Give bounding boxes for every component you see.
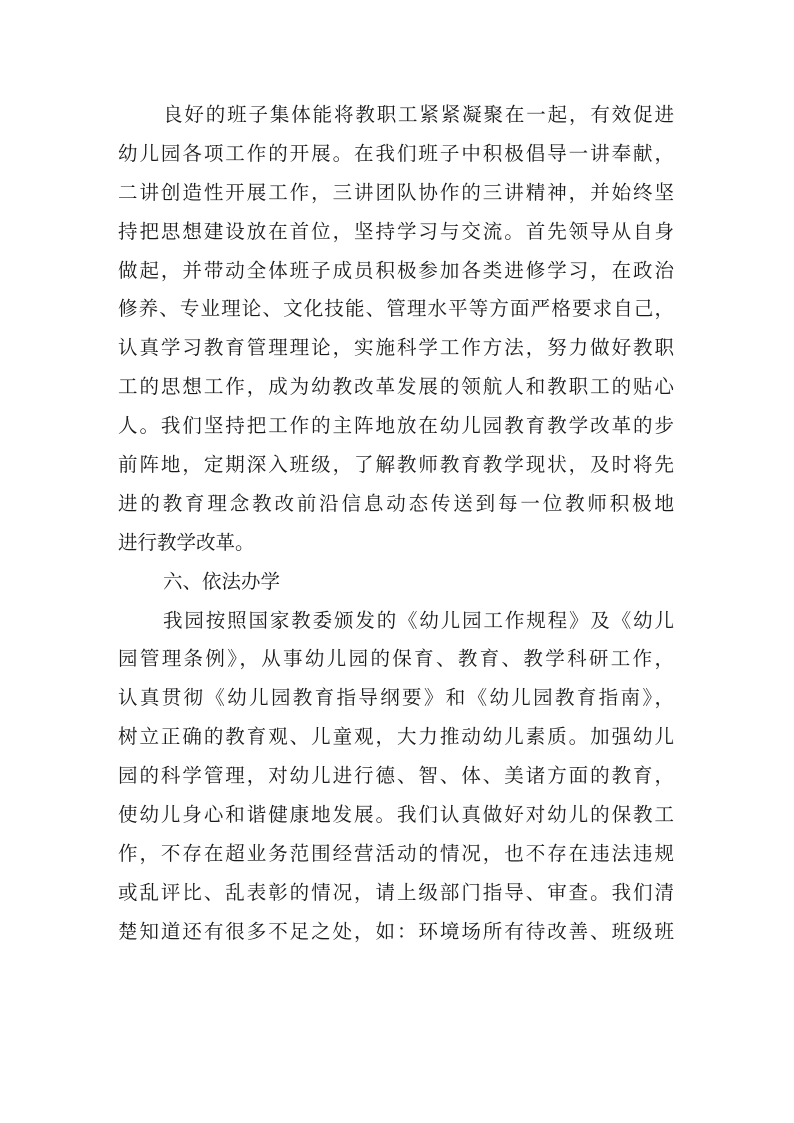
paragraph-line: 树立正确的教育观、儿童观，大力推动幼儿素质。加强幼儿: [118, 725, 674, 749]
paragraph-line: 或乱评比、乱表彰的情况，请上级部门指导、审查。我们清: [118, 880, 674, 904]
paragraph-line: 修养、专业理论、文化技能、管理水平等方面严格要求自己，: [118, 297, 674, 321]
paragraph-line: 良好的班子集体能将教职工紧紧凝聚在一起，有效促进: [163, 103, 674, 126]
paragraph-line: 认真学习教育管理理论，实施科学工作方法，努力做好教职: [118, 336, 674, 360]
paragraph-line: 园的科学管理，对幼儿进行德、智、体、美诸方面的教育，: [118, 764, 674, 788]
section-heading: 六、依法办学: [163, 569, 281, 593]
paragraph-line: 楚知道还有很多不足之处，如：环境场所有待改善、班级班: [118, 919, 674, 943]
paragraph-line: 进行教学改革。: [118, 530, 255, 554]
paragraph-line: 我园按照国家教委颁发的《幼儿园工作规程》及《幼儿: [163, 608, 674, 632]
paragraph-line: 持把思想建设放在首位，坚持学习与交流。首先领导从自身: [118, 219, 674, 243]
paragraph-line: 园管理条例》，从事幼儿园的保育、教育、教学科研工作，: [118, 647, 674, 671]
paragraph-line: 工的思想工作，成为幼教改革发展的领航人和教职工的贴心: [118, 375, 674, 399]
paragraph-line: 进的教育理念教改前沿信息动态传送到每一位教师积极地: [118, 491, 674, 515]
paragraph-line: 做起，并带动全体班子成员积极参加各类进修学习，在政治: [118, 258, 674, 282]
paragraph-line: 幼儿园各项工作的开展。在我们班子中积极倡导一讲奉献，: [118, 141, 674, 165]
paragraph-line: 二讲创造性开展工作，三讲团队协作的三讲精神，并始终坚: [118, 180, 674, 204]
paragraph-line: 使幼儿身心和谐健康地发展。我们认真做好对幼儿的保教工: [118, 803, 674, 827]
paragraph-line: 人。我们坚持把工作的主阵地放在幼儿园教育教学改革的步: [118, 414, 674, 438]
paragraph-line: 认真贯彻《幼儿园教育指导纲要》和《幼儿园教育指南》，: [118, 686, 674, 710]
paragraph-line: 作，不存在超业务范围经营活动的情况，也不存在违法违规: [118, 841, 674, 865]
paragraph-line: 前阵地，定期深入班级，了解教师教育教学现状，及时将先: [118, 453, 674, 477]
document-body: [118, 96, 674, 952]
